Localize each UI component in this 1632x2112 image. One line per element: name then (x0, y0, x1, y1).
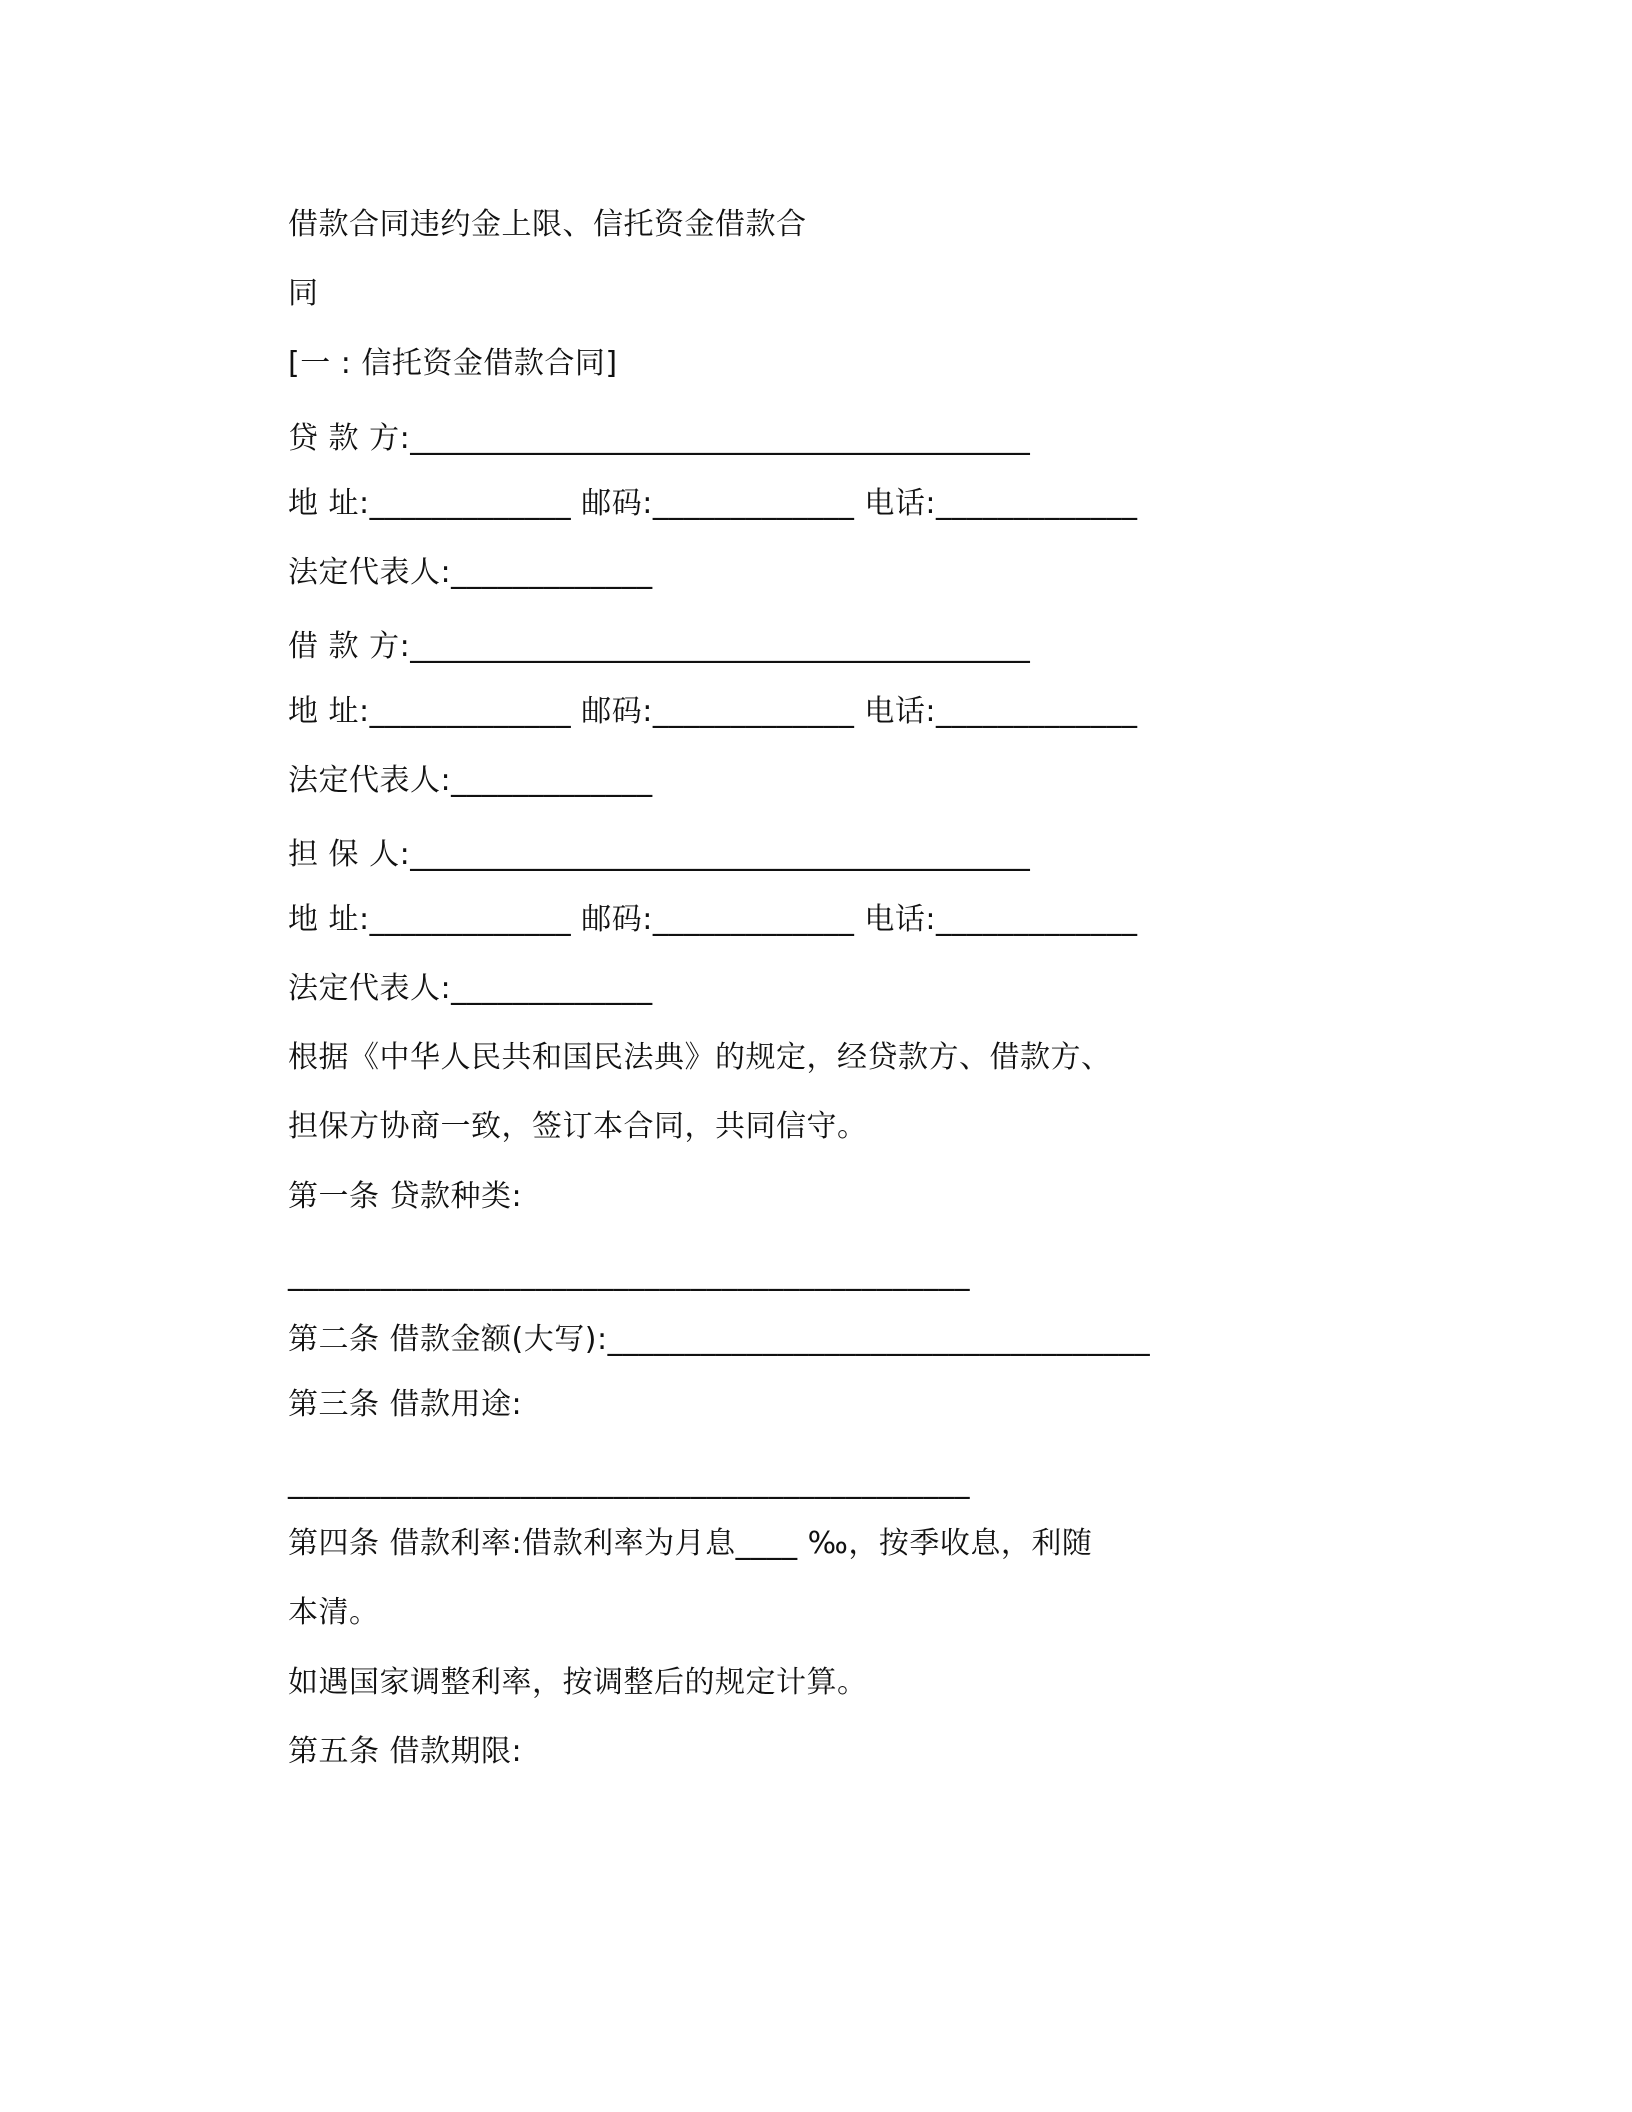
guarantor-postcode-label: 邮码: (581, 902, 653, 937)
guarantor-contact-row (288, 900, 1137, 940)
borrower-name-row (288, 627, 1030, 667)
guarantor-rep-label: 法定代表人: (288, 971, 452, 1006)
lender-contact-row (288, 484, 1137, 524)
guarantor-phone-label: 电话: (864, 902, 936, 937)
borrower-postcode-label: 邮码: (581, 694, 653, 729)
borrower-phone-blank: _____________ (935, 694, 1138, 729)
lender-name-blank: ________________________________________ (410, 421, 1031, 456)
section-heading: [一 : 信托资金借款合同] (288, 346, 618, 381)
borrower-address-label: 地 址: (288, 694, 370, 729)
article-4-line-1: 第四条 借款利率:借款利率为月息____ ‰，按季收息，利随 (288, 1526, 1093, 1561)
title-line-2: 同 (288, 276, 319, 311)
borrower-rep-blank: _____________ (451, 763, 653, 798)
lender-address-label: 地 址: (288, 486, 370, 521)
guarantor-name-row (288, 835, 1030, 875)
guarantor-rep-row (288, 969, 653, 1009)
guarantor-rep-blank: _____________ (451, 971, 653, 1006)
guarantor-address-blank: _____________ (369, 902, 572, 937)
article-2-label: 第二条 借款金额(大写): (288, 1322, 608, 1357)
article-1-blank: ____________________________________________ (288, 1257, 970, 1292)
lender-phone-blank: _____________ (935, 486, 1138, 521)
lender-postcode-blank: _____________ (652, 486, 855, 521)
article-4-line-2: 本清。 (288, 1595, 380, 1630)
borrower-postcode-blank: _____________ (652, 694, 855, 729)
borrower-rep-row (288, 761, 653, 801)
borrower-phone-label: 电话: (864, 694, 936, 729)
lender-rep-label: 法定代表人: (288, 555, 452, 590)
borrower-rep-label: 法定代表人: (288, 763, 452, 798)
title-line-1: 借款合同违约金上限、信托资金借款合 (288, 207, 807, 242)
lender-rep-blank: _____________ (451, 555, 653, 590)
article-2-row (288, 1320, 1150, 1360)
lender-name-label: 贷 款 方: (288, 421, 411, 456)
article-5-label: 第五条 借款期限: (288, 1734, 523, 1769)
guarantor-name-blank: ________________________________________ (410, 837, 1031, 872)
guarantor-phone-blank: _____________ (935, 902, 1138, 937)
lender-address-blank: _____________ (369, 486, 572, 521)
guarantor-address-label: 地 址: (288, 902, 370, 937)
lender-postcode-label: 邮码: (581, 486, 653, 521)
guarantor-postcode-blank: _____________ (652, 902, 855, 937)
borrower-address-blank: _____________ (369, 694, 572, 729)
preamble-line-2: 担保方协商一致，签订本合同，共同信守。 (288, 1109, 868, 1144)
borrower-name-label: 借 款 方: (288, 629, 411, 664)
lender-phone-label: 电话: (864, 486, 936, 521)
lender-rep-row (288, 553, 653, 593)
article-3-label: 第三条 借款用途: (288, 1387, 523, 1422)
article-3-blank: ____________________________________________ (288, 1465, 970, 1500)
article-4-line-3: 如遇国家调整利率，按调整后的规定计算。 (288, 1665, 868, 1700)
article-1-label: 第一条 贷款种类: (288, 1179, 523, 1214)
borrower-name-blank: ________________________________________ (410, 629, 1031, 664)
lender-name-row (288, 419, 1030, 459)
preamble-line-1: 根据《中华人民共和国民法典》的规定，经贷款方、借款方、 (288, 1040, 1112, 1075)
guarantor-name-label: 担 保 人: (288, 837, 411, 872)
borrower-contact-row (288, 692, 1137, 732)
article-2-blank: ___________________________________ (607, 1322, 1151, 1357)
